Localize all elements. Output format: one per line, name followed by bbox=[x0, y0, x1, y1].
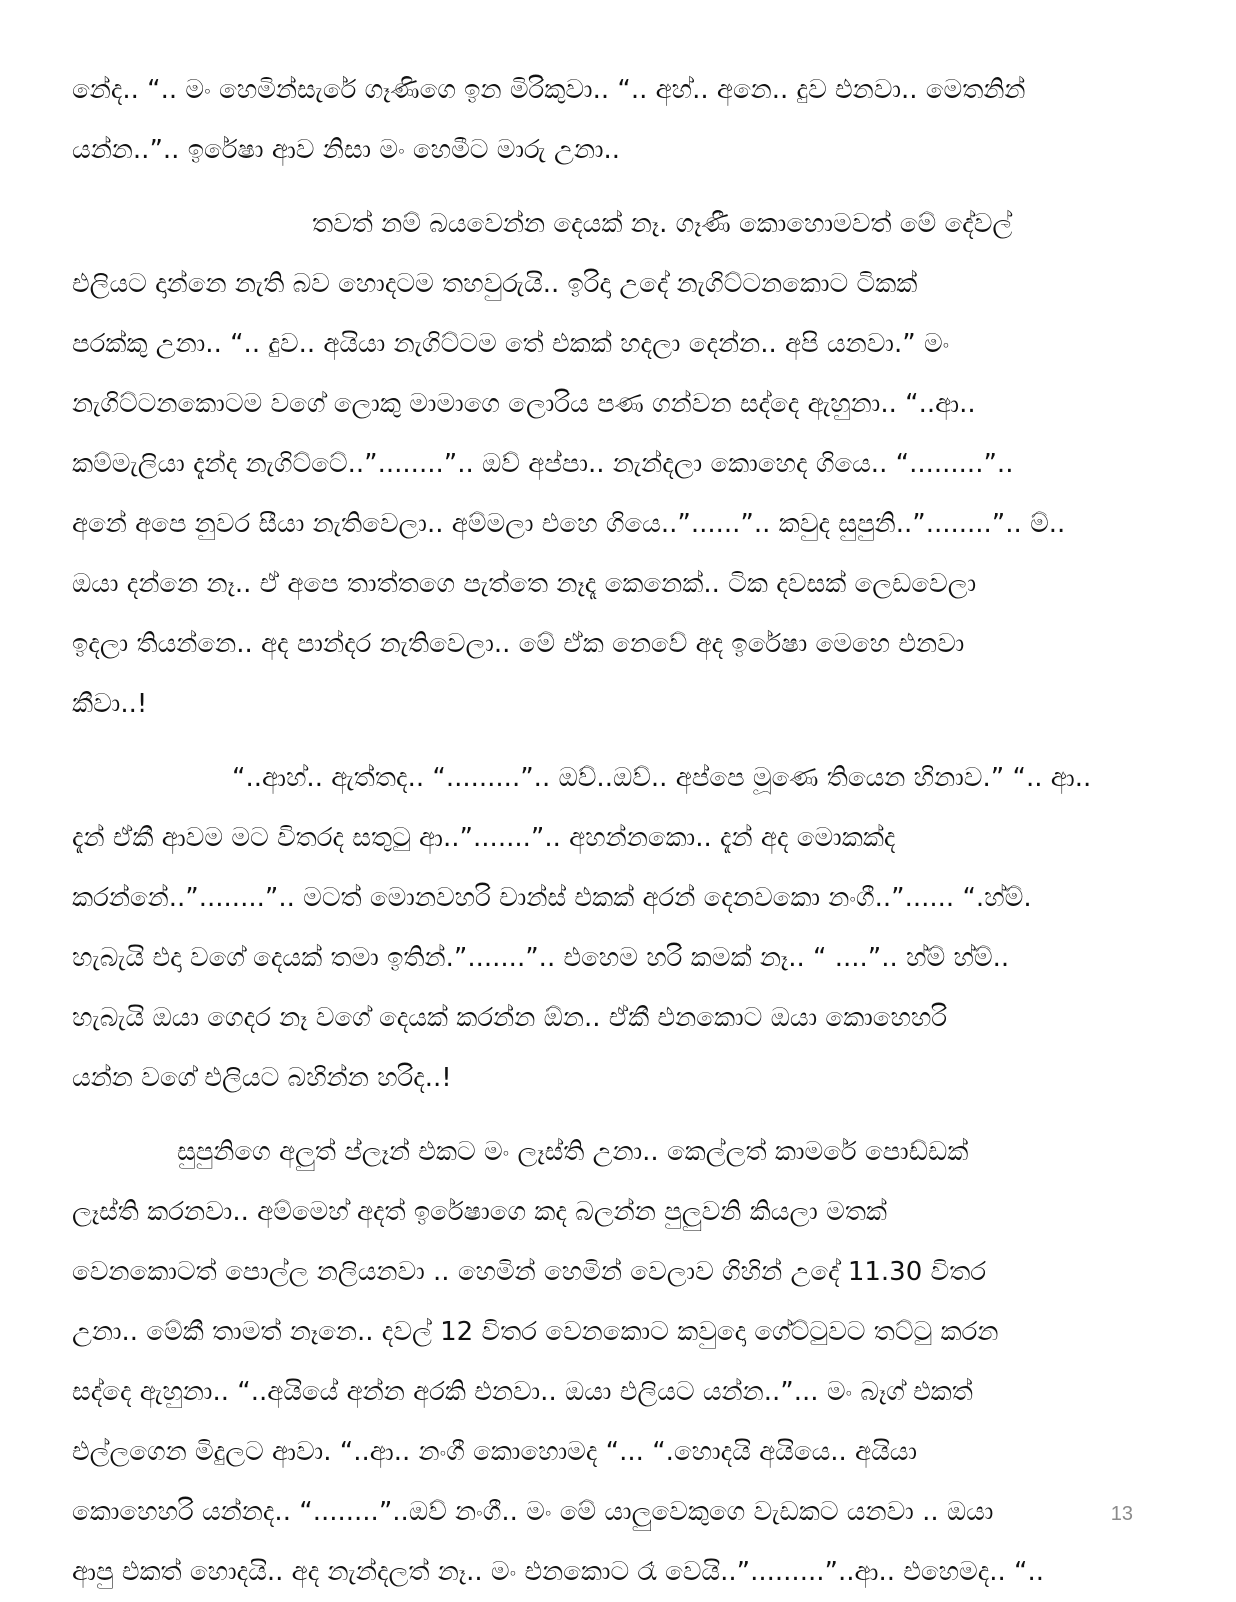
text-line: දැන් ඒකී ආවම මට විතරද සතුටු ආ..”.......”.. අහන්නකො.. දැන් අද මොකක්ද bbox=[72, 823, 896, 853]
text-line: තවත් නම් බයවෙන්න දෙයක් නෑ. ගෑණී කොහොමවත් මේ දේවල් bbox=[312, 209, 1013, 239]
text-line: වෙනකොටත් පොල්ල නලියනවා .. හෙමින් හෙමින් වෙලාව ගිහින් උදේ 11.30 විතර bbox=[72, 1257, 987, 1287]
text-line: යන්න වගේ එලියට බහින්න හරිද..! bbox=[72, 1063, 452, 1093]
text-line: කොහෙහරි යන්නද.. “........”..ඔව් නංගී.. මං මේ යාලුවෙකුගෙ වැඩකට යනවා .. ඔයා bbox=[72, 1497, 994, 1527]
text-line: ලෑස්ති කරනවා.. අම්මෙහ් අදත් ඉරේෂාගෙ කද බලන්න පුලුවනි කියලා මතක් bbox=[72, 1197, 888, 1227]
page-number: 13 bbox=[1110, 1503, 1133, 1525]
body-text bbox=[72, 60, 1162, 1602]
text-line: උනා.. මේකී තාමත් නෑනෙ.. දවල් 12 විතර වෙනකොට කවුදො ගේට්ටුවට තට්ටු කරන bbox=[72, 1317, 999, 1347]
paragraph bbox=[72, 1122, 1162, 1602]
paragraph bbox=[72, 60, 1162, 180]
text-line: කීවා..! bbox=[72, 689, 148, 719]
text-line: සද්දෙ ඇහුනා.. “..අයියේ අන්න අරකි එනවා.. ඔයා එලියට යන්න..”... මං බෑග් එකත් bbox=[72, 1377, 973, 1407]
text-line: අනේ අපෙ නුවර සීයා නැතිවෙලා.. අම්මලා එහෙ ගියෙ..”......”.. කවුද සුපුනි..”........”.. ම්.. bbox=[72, 509, 1066, 539]
text-line: එලියට දාන්නෙ නැති බව හොදටම තහවුරුයි.. ඉරිදා උදේ නැගිට්ටනකොට ටිකක් bbox=[72, 269, 918, 299]
text-line: හැබැයි එදා වගේ දෙයක් තමා ඉතින්.”.......”.. එහෙම හරි කමක් නෑ.. “ ....”.. හ්ම් හ්ම්.. bbox=[72, 943, 1010, 973]
text-line: හැබැයි ඔයා ගෙදර නෑ වගේ දෙයක් කරන්න ඕන.. ඒකී එනකොට ඔයා කොහෙහරි bbox=[72, 1003, 948, 1033]
paragraph-gap bbox=[72, 734, 1162, 748]
text-line: නේද.. “.. මං හෙමින්සැරේ ගෑණිගෙ ඉන මිරිකුවා.. “.. අහ්.. අනෙ.. දුව එනවා.. මෙතනින් bbox=[72, 75, 1026, 105]
text-line: ආපු එකත් හොදයි.. අද නැන්දලත් නෑ.. මං එනකොට රෑ වෙයි..”.........”..ආ.. එහෙමද.. “.. bbox=[72, 1557, 1045, 1587]
paragraph bbox=[72, 194, 1162, 734]
text-line: කම්මැලියා දැන්ද නැගිට්ටේ..”........”.. ඔව් අප්පා.. නැන්දලා කොහෙද ගියෙ.. “.........”.. bbox=[72, 449, 1014, 479]
text-line: යන්න..”.. ඉරේෂා ආව නිසා මං හෙමීට මාරු උනා.. bbox=[72, 135, 621, 165]
text-line: ඔයා දන්නෙ නෑ.. ඒ අපෙ තාත්තගෙ පැත්තෙ නෑදෑ කෙනෙක්.. ටික දවසක් ලෙඩවෙලා bbox=[72, 569, 977, 599]
text-line: පරක්කු උනා.. “.. දුව.. අයියා නැගිට්ටම තේ එකක් හදලා දෙන්න.. අපි යනවා.” මං bbox=[72, 329, 950, 359]
text-line: නැගිට්ටනකොටම වගේ ලොකු මාමාගෙ ලොරිය පණ ගන්වන සද්දෙ ඇහුනා.. “..ආ.. bbox=[72, 389, 976, 419]
text-line: ඉදලා තියන්නෙ.. අද පාන්දර නැතිවෙලා.. මේ ඒක නෙවේ අද ඉරේෂා මෙහෙ එනවා bbox=[72, 629, 965, 659]
text-line: “..ආහ්.. ඇත්තද.. “.........”.. ඔව්..ඔව්.. අප්පෙ මූණෙ තියෙන හිනාව.” “.. ආ.. bbox=[232, 763, 1092, 793]
text-line: එල්ලගෙන මිදුලට ආවා. “..ආ.. නංගී කොහොමද “... “.හොදයි අයියෙ.. අයියා bbox=[72, 1437, 918, 1467]
paragraph-gap bbox=[72, 180, 1162, 194]
paragraph-gap bbox=[72, 1108, 1162, 1122]
text-line: සුපුනිගෙ අලුත් ප්ලෑන් එකට මං ලෑස්ති උනා.. කෙල්ලත් කාමරේ පොඩ්ඩක් bbox=[177, 1137, 969, 1167]
text-line: කරන්නේ..”........”.. මටත් මොනවහරි චාන්ස් එකක් අරන් දෙනවකො නංගී..”...... “.හ්ම්. bbox=[72, 883, 1032, 913]
paragraph bbox=[72, 748, 1162, 1108]
